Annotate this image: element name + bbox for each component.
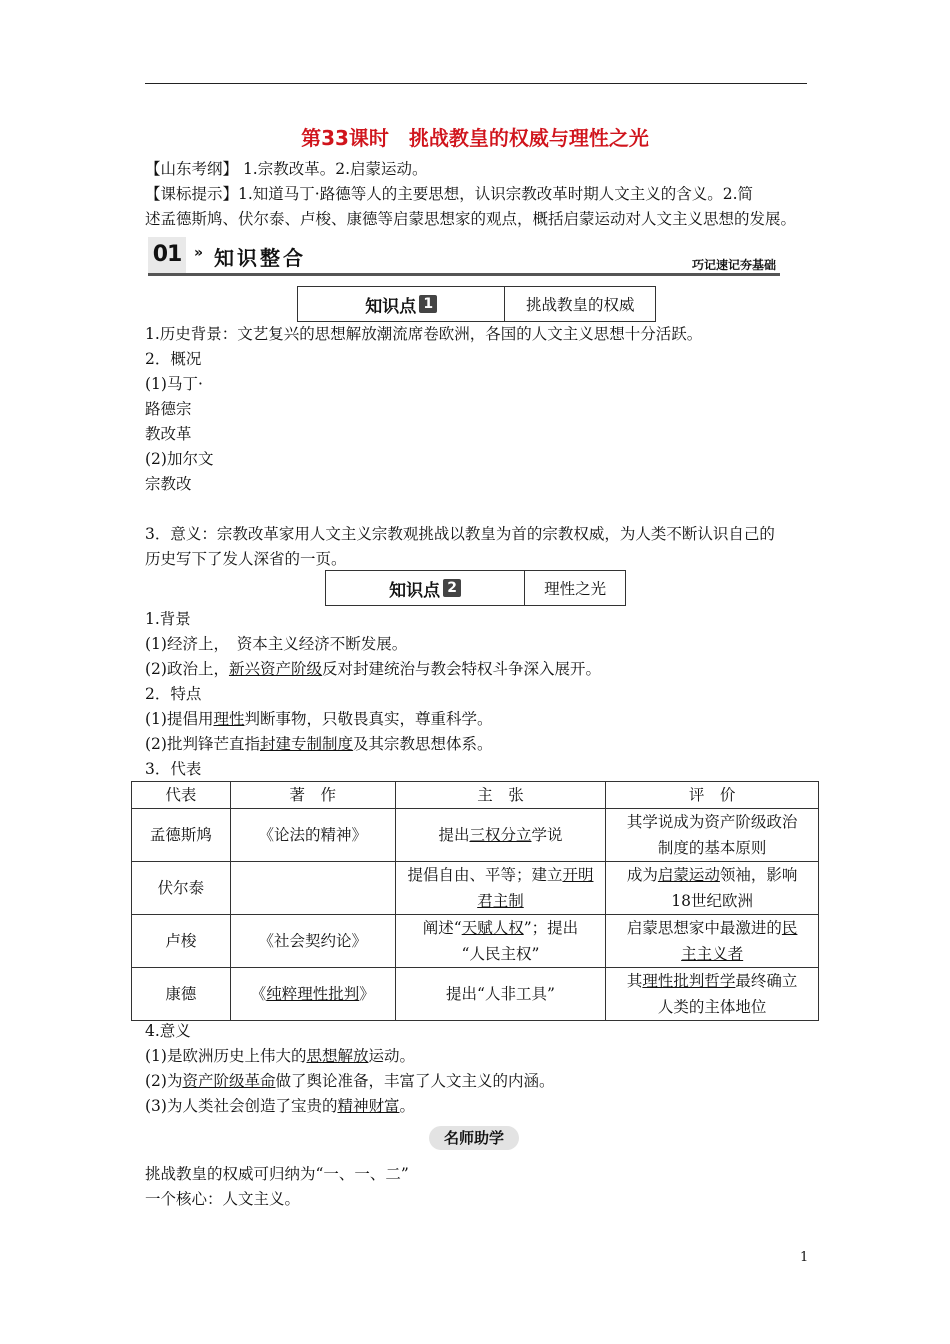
kp1-item1-line3: 教改革: [145, 425, 192, 443]
section-header: [148, 237, 780, 275]
table-cell: [606, 968, 819, 1021]
knowledge-point-1-box: [297, 286, 656, 322]
table-cell: [395, 809, 606, 862]
text: 提倡自由、平等；建立: [407, 866, 563, 884]
kp2-rep-heading: 3．代表: [145, 760, 202, 778]
text: 做了舆论准备，丰富了人文主义的内涵。: [275, 1072, 555, 1090]
section-rule: [148, 273, 780, 276]
text: (1)是欧洲历史上伟大的: [145, 1047, 307, 1065]
text: 领袖，影响: [719, 866, 798, 884]
curriculum-line-2: 述孟德斯鸠、伏尔泰、卢梭、康德等启蒙思想家的观点，概括启蒙运动对人文主义思想的发展。: [145, 210, 797, 228]
section-title: 知识整合: [214, 246, 306, 270]
text: 判断事物，只敬畏真实，尊重科学。: [244, 710, 493, 728]
text: 成为: [626, 866, 658, 884]
page-title: 第33课时 挑战教皇的权威与理性之光: [301, 126, 649, 150]
text: (1)提倡用: [145, 710, 214, 728]
section-arrow-icon: »: [194, 245, 204, 261]
text: (2)批判锋芒直指: [145, 735, 260, 753]
answer-underline: 民: [781, 919, 798, 937]
kp2-politics: [145, 657, 601, 679]
table-cell: [606, 915, 819, 968]
knowledge-point-1-topic: 挑战教皇的权威: [525, 296, 635, 314]
knowledge-point-2-topic: 理性之光: [544, 580, 607, 598]
kp1-significance-1: 3．意义：宗教改革家用人文主义宗教观挑战以教皇为首的宗教权威，为人类不断认识自己的: [145, 525, 775, 543]
answer-underline: 启蒙运动: [657, 866, 720, 884]
tip-badge: 名师助学: [429, 1126, 519, 1150]
text: 反对封建统治与教会特权斗争深入展开。: [321, 660, 601, 678]
text: 18世纪欧洲: [671, 892, 754, 910]
kp1-label-text: 知识点: [365, 296, 417, 317]
table-header: 代表: [132, 782, 231, 809]
kp1-item2-line2: 宗教改: [145, 475, 192, 493]
answer-underline: 主主义者: [681, 945, 744, 963]
table-cell: 孟德斯鸠: [132, 809, 231, 862]
text: 阐述“: [422, 919, 462, 937]
kp2-feature-1: [145, 707, 493, 729]
table-cell: [395, 862, 606, 915]
representatives-table: [131, 781, 819, 1021]
table-cell: [606, 809, 819, 862]
text: 人类的主体地位: [657, 998, 767, 1016]
knowledge-point-1-label: [298, 287, 505, 321]
table-cell: [395, 915, 606, 968]
text: (2)政治上，: [145, 660, 229, 678]
table-cell: [230, 968, 395, 1021]
exam-outline-label: 【山东考纲】: [145, 160, 239, 178]
text: 。: [399, 1097, 415, 1115]
answer-underline: 天赋人权: [461, 919, 524, 937]
answer-underline: 三权分立: [469, 826, 532, 844]
table-header: 著 作: [230, 782, 395, 809]
kp2-number-badge: 2: [443, 579, 461, 597]
curriculum-text-1: 1.知道马丁·路德等人的主要思想，认识宗教改革时期人文主义的含义。2.简: [238, 185, 754, 203]
kp1-item1-line1: (1)马丁·: [145, 375, 203, 393]
table-cell: 《论法的精神》: [230, 809, 395, 862]
answer-underline: 君主制: [477, 892, 524, 910]
text: “人民主权”: [461, 945, 540, 963]
kp2-feature-2: [145, 732, 493, 754]
section-number: 01: [148, 237, 186, 273]
exam-outline: [145, 157, 428, 179]
answer-underline: 封建专制制度: [259, 735, 353, 753]
tip-line-2: 一个核心：人文主义。: [145, 1190, 301, 1208]
table-row: [132, 915, 819, 968]
text: (3)为人类社会创造了宝贵的: [145, 1097, 338, 1115]
table-row: [132, 968, 819, 1021]
answer-underline: 理性批判哲学: [642, 972, 736, 990]
kp1-item1-line2: 路德宗: [145, 400, 192, 418]
answer-underline: 精神财富: [337, 1097, 400, 1115]
answer-underline: 开明: [562, 866, 594, 884]
meaning-2: [145, 1069, 555, 1091]
tip-line-1: 挑战教皇的权威可归纳为“一、一、二”: [145, 1165, 409, 1183]
exam-outline-text: 1.宗教改革。2.启蒙运动。: [238, 160, 428, 178]
header-rule: [145, 83, 807, 84]
text: 启蒙思想家中最激进的: [626, 919, 782, 937]
text: 运动。: [368, 1047, 415, 1065]
kp2-bg-heading: 1.背景: [145, 610, 191, 628]
kp1-overview-heading: 2．概况: [145, 350, 202, 368]
text: 制度的基本原则: [657, 839, 767, 857]
text: 其: [626, 972, 643, 990]
knowledge-point-2-label: [326, 571, 525, 605]
text: 《: [250, 985, 267, 1003]
table-header: 评 价: [606, 782, 819, 809]
page-number: 1: [800, 1250, 809, 1265]
table-cell: 《社会契约论》: [230, 915, 395, 968]
meaning-heading: 4.意义: [145, 1022, 191, 1040]
table-cell: 伏尔泰: [132, 862, 231, 915]
kp1-item2-line1: (2)加尔文: [145, 450, 214, 468]
text: 学说: [531, 826, 563, 844]
answer-underline: 新兴资产阶级: [228, 660, 322, 678]
table-cell: 康德: [132, 968, 231, 1021]
table-cell: [606, 862, 819, 915]
text: 最终确立: [735, 972, 798, 990]
kp1-background: 1.历史背景：文艺复兴的思想解放潮流席卷欧洲，各国的人文主义思想十分活跃。: [145, 325, 703, 343]
text: (2)为: [145, 1072, 183, 1090]
kp1-number-badge: 1: [419, 295, 437, 313]
text: 》: [359, 985, 375, 1003]
knowledge-point-2-box: [325, 570, 626, 606]
table-cell: 卢梭: [132, 915, 231, 968]
curriculum-label: 【课标提示】: [145, 185, 239, 203]
table-header: 主 张: [395, 782, 606, 809]
table-row: [132, 862, 819, 915]
meaning-1: [145, 1044, 415, 1066]
table-cell: [230, 862, 395, 915]
answer-underline: 资产阶级革命: [182, 1072, 276, 1090]
text: 其学说成为资产阶级政治: [626, 813, 798, 831]
section-subtitle: 巧记速记夯基础: [691, 258, 776, 272]
text: ”；提出: [523, 919, 579, 937]
kp2-label-text: 知识点: [389, 580, 441, 601]
kp1-significance-2: 历史写下了发人深省的一页。: [145, 550, 347, 568]
table-row: [132, 809, 819, 862]
text: 提出: [438, 826, 470, 844]
answer-underline: 理性: [213, 710, 245, 728]
kp2-feat-heading: 2．特点: [145, 685, 202, 703]
table-cell: 提出“人非工具”: [395, 968, 606, 1021]
answer-underline: 纯粹理性批判: [266, 985, 360, 1003]
meaning-3: [145, 1094, 415, 1116]
answer-underline: 思想解放: [306, 1047, 369, 1065]
curriculum-line-1: [145, 182, 753, 204]
text: 及其宗教思想体系。: [352, 735, 493, 753]
kp2-econ: (1)经济上， 资本主义经济不断发展。: [145, 635, 408, 653]
table-header-row: [132, 782, 819, 809]
